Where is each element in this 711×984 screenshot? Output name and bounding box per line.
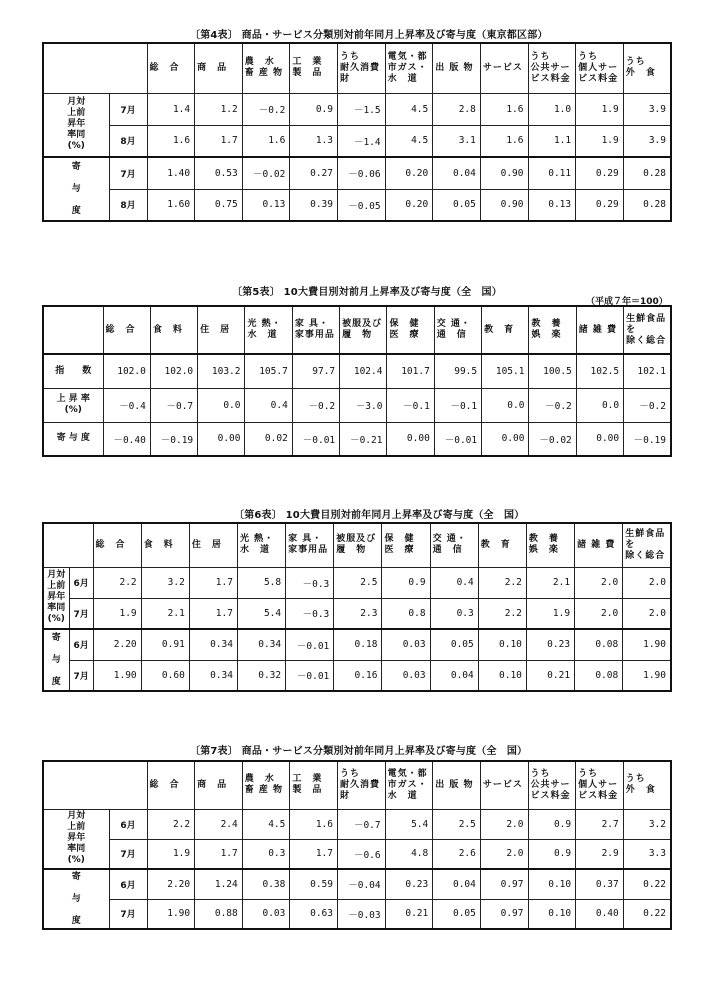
value-cell: 0.34 [237, 629, 285, 660]
month-label: 8月 [109, 189, 147, 221]
value-cell: 1.9 [576, 125, 624, 157]
value-cell: 0.34 [189, 660, 237, 691]
value-cell: 1.2 [195, 93, 243, 125]
month-label: 7月 [109, 899, 147, 929]
column-header: 交 通・ 通 信 [430, 523, 478, 567]
value-cell: 0.20 [385, 157, 433, 189]
row-label: 寄 与 度 [43, 422, 103, 456]
value-cell: 2.2 [93, 567, 141, 598]
value-cell: 0.10 [528, 869, 576, 899]
column-header: うち 公共サー ビス料金 [528, 43, 576, 93]
value-cell: 0.08 [575, 629, 623, 660]
value-cell: 0.9 [290, 93, 338, 125]
value-cell: －0.2 [292, 388, 339, 422]
value-cell: 3.1 [433, 125, 481, 157]
column-header: 教 育 [478, 523, 526, 567]
value-cell: －0.4 [103, 388, 150, 422]
column-header: 電気・都 市ガス・ 水 道 [385, 43, 433, 93]
value-cell: 0.20 [385, 189, 433, 221]
column-header: 生鮮食品 を 除く総合 [623, 523, 671, 567]
value-cell: 0.22 [623, 869, 671, 899]
value-cell: 0.16 [334, 660, 382, 691]
value-cell: 2.2 [147, 809, 195, 839]
value-cell: 0.00 [576, 422, 623, 456]
column-header: 住 居 [189, 523, 237, 567]
month-label: 7月 [69, 598, 93, 629]
column-header: 出 版 物 [433, 43, 481, 93]
value-cell: 1.6 [480, 125, 528, 157]
column-header: うち 個人サー ビス料金 [576, 43, 624, 93]
value-cell: －0.1 [387, 388, 434, 422]
value-cell: －0.19 [150, 422, 197, 456]
column-header: 農 水 畜 産 物 [242, 761, 290, 809]
column-header: 食 料 [150, 306, 197, 354]
value-cell: 0.39 [290, 189, 338, 221]
value-cell: 2.20 [147, 869, 195, 899]
value-cell: －0.01 [286, 660, 334, 691]
table5-title: 〔第5表〕 10大費目別対前月上昇率及び寄与度（全 国） [232, 287, 502, 298]
value-cell: －0.02 [529, 422, 576, 456]
rate-group-label: 月対 上前 昇年 率同 (%) [43, 567, 69, 629]
value-cell: 0.3 [242, 839, 290, 869]
value-cell: －0.01 [434, 422, 481, 456]
column-header: 出 版 物 [433, 761, 481, 809]
month-label: 6月 [109, 809, 147, 839]
value-cell: －0.3 [286, 567, 334, 598]
value-cell: 0.05 [433, 899, 481, 929]
table4-title: 〔第4表〕 商品・サービス分類別対前年同月上昇率及び寄与度（東京都区部） [190, 30, 548, 41]
column-header: 商 品 [195, 761, 243, 809]
value-cell: 0.02 [245, 422, 292, 456]
value-cell: 105.1 [482, 354, 529, 388]
column-header: うち 外 食 [623, 761, 671, 809]
value-cell: 0.90 [480, 157, 528, 189]
value-cell: 0.21 [385, 899, 433, 929]
value-cell: －0.01 [292, 422, 339, 456]
value-cell: 1.7 [189, 598, 237, 629]
value-cell: 1.9 [147, 839, 195, 869]
value-cell: －1.4 [338, 125, 386, 157]
value-cell: 99.5 [434, 354, 481, 388]
value-cell: 0.90 [480, 189, 528, 221]
value-cell: －0.21 [340, 422, 387, 456]
column-header: うち 耐久消費財 [338, 761, 386, 809]
value-cell: 1.3 [290, 125, 338, 157]
month-label: 6月 [69, 567, 93, 598]
value-cell: －0.02 [242, 157, 290, 189]
value-cell: 0.27 [290, 157, 338, 189]
value-cell: 2.0 [623, 598, 671, 629]
value-cell: 0.63 [290, 899, 338, 929]
value-cell: 0.9 [528, 839, 576, 869]
value-cell: 0.21 [526, 660, 574, 691]
column-header: 保 健 医 療 [387, 306, 434, 354]
value-cell: 2.0 [480, 809, 528, 839]
value-cell: －3.0 [340, 388, 387, 422]
value-cell: 102.0 [103, 354, 150, 388]
value-cell: 0.04 [430, 660, 478, 691]
value-cell: 0.34 [189, 629, 237, 660]
value-cell: 0.05 [430, 629, 478, 660]
value-cell: 4.5 [242, 809, 290, 839]
value-cell: 0.23 [385, 869, 433, 899]
value-cell: 0.23 [526, 629, 574, 660]
value-cell: 100.5 [529, 354, 576, 388]
value-cell: 0.40 [576, 899, 624, 929]
month-label: 6月 [109, 869, 147, 899]
value-cell: 2.6 [433, 839, 481, 869]
value-cell: 1.9 [93, 598, 141, 629]
value-cell: 0.13 [242, 189, 290, 221]
month-label: 6月 [69, 629, 93, 660]
value-cell: －0.06 [338, 157, 386, 189]
value-cell: 0.75 [195, 189, 243, 221]
value-cell: 105.7 [245, 354, 292, 388]
value-cell: 4.5 [385, 125, 433, 157]
column-header: 諸 雑 費 [576, 306, 623, 354]
value-cell: 0.97 [480, 899, 528, 929]
value-cell: 102.0 [150, 354, 197, 388]
value-cell: 1.9 [526, 598, 574, 629]
column-header: 工 業 製 品 [290, 43, 338, 93]
value-cell: 1.6 [480, 93, 528, 125]
value-cell: 5.4 [385, 809, 433, 839]
value-cell: 3.9 [623, 125, 671, 157]
value-cell: 5.4 [237, 598, 285, 629]
column-header: 教 養 娯 楽 [526, 523, 574, 567]
value-cell: 0.03 [242, 899, 290, 929]
value-cell: －0.05 [338, 189, 386, 221]
value-cell: 0.0 [482, 388, 529, 422]
value-cell: 2.0 [480, 839, 528, 869]
value-cell: 1.7 [195, 125, 243, 157]
value-cell: 5.8 [237, 567, 285, 598]
column-header: 住 居 [198, 306, 245, 354]
value-cell: －0.6 [338, 839, 386, 869]
month-label: 7月 [109, 157, 147, 189]
value-cell: 0.10 [528, 899, 576, 929]
table5 [42, 305, 672, 457]
value-cell: 3.2 [623, 809, 671, 839]
value-cell: 0.37 [576, 869, 624, 899]
row-label: 指 数 [43, 354, 103, 388]
column-header: 総 合 [103, 306, 150, 354]
value-cell: 0.29 [576, 189, 624, 221]
value-cell: 0.32 [237, 660, 285, 691]
column-header: うち 外 食 [623, 43, 671, 93]
value-cell: 0.04 [433, 157, 481, 189]
column-header: 総 合 [147, 43, 195, 93]
value-cell: 0.08 [575, 660, 623, 691]
value-cell: 0.28 [623, 189, 671, 221]
column-header: 食 料 [141, 523, 189, 567]
value-cell: 2.3 [334, 598, 382, 629]
column-header: 総 合 [93, 523, 141, 567]
value-cell: 1.40 [147, 157, 195, 189]
value-cell: 3.3 [623, 839, 671, 869]
value-cell: 0.8 [382, 598, 430, 629]
value-cell: 0.03 [382, 660, 430, 691]
value-cell: 2.5 [334, 567, 382, 598]
contribution-group-label: 寄 与 度 [43, 629, 69, 691]
value-cell: 0.0 [576, 388, 623, 422]
value-cell: 1.6 [242, 125, 290, 157]
value-cell: 0.11 [528, 157, 576, 189]
value-cell: 1.0 [528, 93, 576, 125]
value-cell: 2.1 [526, 567, 574, 598]
value-cell: 97.7 [292, 354, 339, 388]
value-cell: 3.9 [623, 93, 671, 125]
row-label: 上 昇 率 (%) [43, 388, 103, 422]
value-cell: 0.10 [478, 629, 526, 660]
value-cell: 0.3 [430, 598, 478, 629]
value-cell: 1.90 [623, 660, 671, 691]
value-cell: 0.9 [382, 567, 430, 598]
value-cell: 0.97 [480, 869, 528, 899]
table7-title: 〔第7表〕 商品・サービス分類別対前年同月上昇率及び寄与度（全 国） [190, 746, 528, 757]
value-cell: 1.4 [147, 93, 195, 125]
column-header: 交 通・ 通 信 [434, 306, 481, 354]
value-cell: 0.03 [382, 629, 430, 660]
value-cell: 102.5 [576, 354, 623, 388]
value-cell: －0.2 [624, 388, 671, 422]
value-cell: 1.90 [623, 629, 671, 660]
corner-cell [43, 523, 93, 567]
column-header: 工 業 製 品 [290, 761, 338, 809]
month-label: 7月 [109, 839, 147, 869]
value-cell: －0.40 [103, 422, 150, 456]
corner-cell [43, 306, 103, 354]
value-cell: 0.53 [195, 157, 243, 189]
corner-cell [43, 761, 147, 809]
rate-group-label: 月対 上前 昇年 率同 (%) [43, 809, 109, 869]
value-cell: 102.1 [624, 354, 671, 388]
value-cell: 0.9 [528, 809, 576, 839]
contribution-group-label: 寄 与 度 [43, 157, 109, 221]
month-label: 7月 [69, 660, 93, 691]
column-header: 教 養 娯 楽 [529, 306, 576, 354]
value-cell: 3.2 [141, 567, 189, 598]
value-cell: 0.4 [245, 388, 292, 422]
value-cell: 2.4 [195, 809, 243, 839]
value-cell: 0.59 [290, 869, 338, 899]
value-cell: 2.9 [576, 839, 624, 869]
column-header: うち 個人サー ビス料金 [576, 761, 624, 809]
column-header: 諸 雑 費 [575, 523, 623, 567]
value-cell: 2.2 [478, 567, 526, 598]
column-header: 光 熱・ 水 道 [245, 306, 292, 354]
value-cell: －0.01 [286, 629, 334, 660]
value-cell: 0.10 [478, 660, 526, 691]
column-header: サービス [480, 761, 528, 809]
value-cell: －0.19 [624, 422, 671, 456]
value-cell: 0.00 [387, 422, 434, 456]
month-label: 7月 [109, 93, 147, 125]
month-label: 8月 [109, 125, 147, 157]
value-cell: 0.0 [198, 388, 245, 422]
table6-title: 〔第6表〕 10大費目別対前年同月上昇率及び寄与度（全 国） [234, 510, 525, 521]
column-header: サービス [480, 43, 528, 93]
column-header: 家 具・ 家事用品 [292, 306, 339, 354]
value-cell: 0.29 [576, 157, 624, 189]
value-cell: 0.00 [482, 422, 529, 456]
table4 [42, 42, 672, 222]
table7 [42, 760, 672, 930]
column-header: 光 熱・ 水 道 [237, 523, 285, 567]
value-cell: 2.5 [433, 809, 481, 839]
value-cell: 2.0 [623, 567, 671, 598]
value-cell: 1.90 [93, 660, 141, 691]
column-header: うち 耐久消費財 [338, 43, 386, 93]
contribution-group-label: 寄 与 度 [43, 869, 109, 929]
value-cell: 1.24 [195, 869, 243, 899]
value-cell: 4.8 [385, 839, 433, 869]
value-cell: －0.03 [338, 899, 386, 929]
value-cell: 0.00 [198, 422, 245, 456]
value-cell: －0.2 [529, 388, 576, 422]
corner-cell [43, 43, 147, 93]
column-header: 電気・都 市ガス・ 水 道 [385, 761, 433, 809]
column-header: 家 具・ 家事用品 [286, 523, 334, 567]
value-cell: 1.7 [290, 839, 338, 869]
column-header: 商 品 [195, 43, 243, 93]
value-cell: 2.1 [141, 598, 189, 629]
value-cell: 1.6 [290, 809, 338, 839]
value-cell: 1.1 [528, 125, 576, 157]
column-header: 生鮮食品 を 除く総合 [624, 306, 671, 354]
value-cell: 4.5 [385, 93, 433, 125]
column-header: 被服及び 履 物 [340, 306, 387, 354]
value-cell: 1.9 [576, 93, 624, 125]
value-cell: 2.8 [433, 93, 481, 125]
column-header: 被服及び 履 物 [334, 523, 382, 567]
value-cell: 0.18 [334, 629, 382, 660]
value-cell: 1.7 [189, 567, 237, 598]
value-cell: 2.0 [575, 567, 623, 598]
column-header: うち 公共サー ビス料金 [528, 761, 576, 809]
value-cell: －0.7 [150, 388, 197, 422]
value-cell: 1.7 [195, 839, 243, 869]
value-cell: 1.90 [147, 899, 195, 929]
column-header: 総 合 [147, 761, 195, 809]
value-cell: －0.1 [434, 388, 481, 422]
value-cell: 0.91 [141, 629, 189, 660]
value-cell: －0.3 [286, 598, 334, 629]
value-cell: 0.04 [433, 869, 481, 899]
value-cell: 2.0 [575, 598, 623, 629]
value-cell: 2.7 [576, 809, 624, 839]
value-cell: 103.2 [198, 354, 245, 388]
value-cell: 0.13 [528, 189, 576, 221]
value-cell: 101.7 [387, 354, 434, 388]
value-cell: 0.60 [141, 660, 189, 691]
column-header: 農 水 畜 産 物 [242, 43, 290, 93]
value-cell: －0.04 [338, 869, 386, 899]
value-cell: 102.4 [340, 354, 387, 388]
value-cell: 1.60 [147, 189, 195, 221]
value-cell: 2.2 [478, 598, 526, 629]
value-cell: －1.5 [338, 93, 386, 125]
value-cell: 0.28 [623, 157, 671, 189]
value-cell: －0.2 [242, 93, 290, 125]
rate-group-label: 月対 上前 昇年 率同 (%) [43, 93, 109, 157]
column-header: 教 育 [482, 306, 529, 354]
table5-base-note: （平成７年＝100） [586, 297, 668, 307]
value-cell: 0.05 [433, 189, 481, 221]
value-cell: 1.6 [147, 125, 195, 157]
value-cell: 0.22 [623, 899, 671, 929]
value-cell: 0.38 [242, 869, 290, 899]
value-cell: －0.7 [338, 809, 386, 839]
value-cell: 0.88 [195, 899, 243, 929]
value-cell: 0.4 [430, 567, 478, 598]
column-header: 保 健 医 療 [382, 523, 430, 567]
value-cell: 2.20 [93, 629, 141, 660]
table6 [42, 522, 672, 692]
